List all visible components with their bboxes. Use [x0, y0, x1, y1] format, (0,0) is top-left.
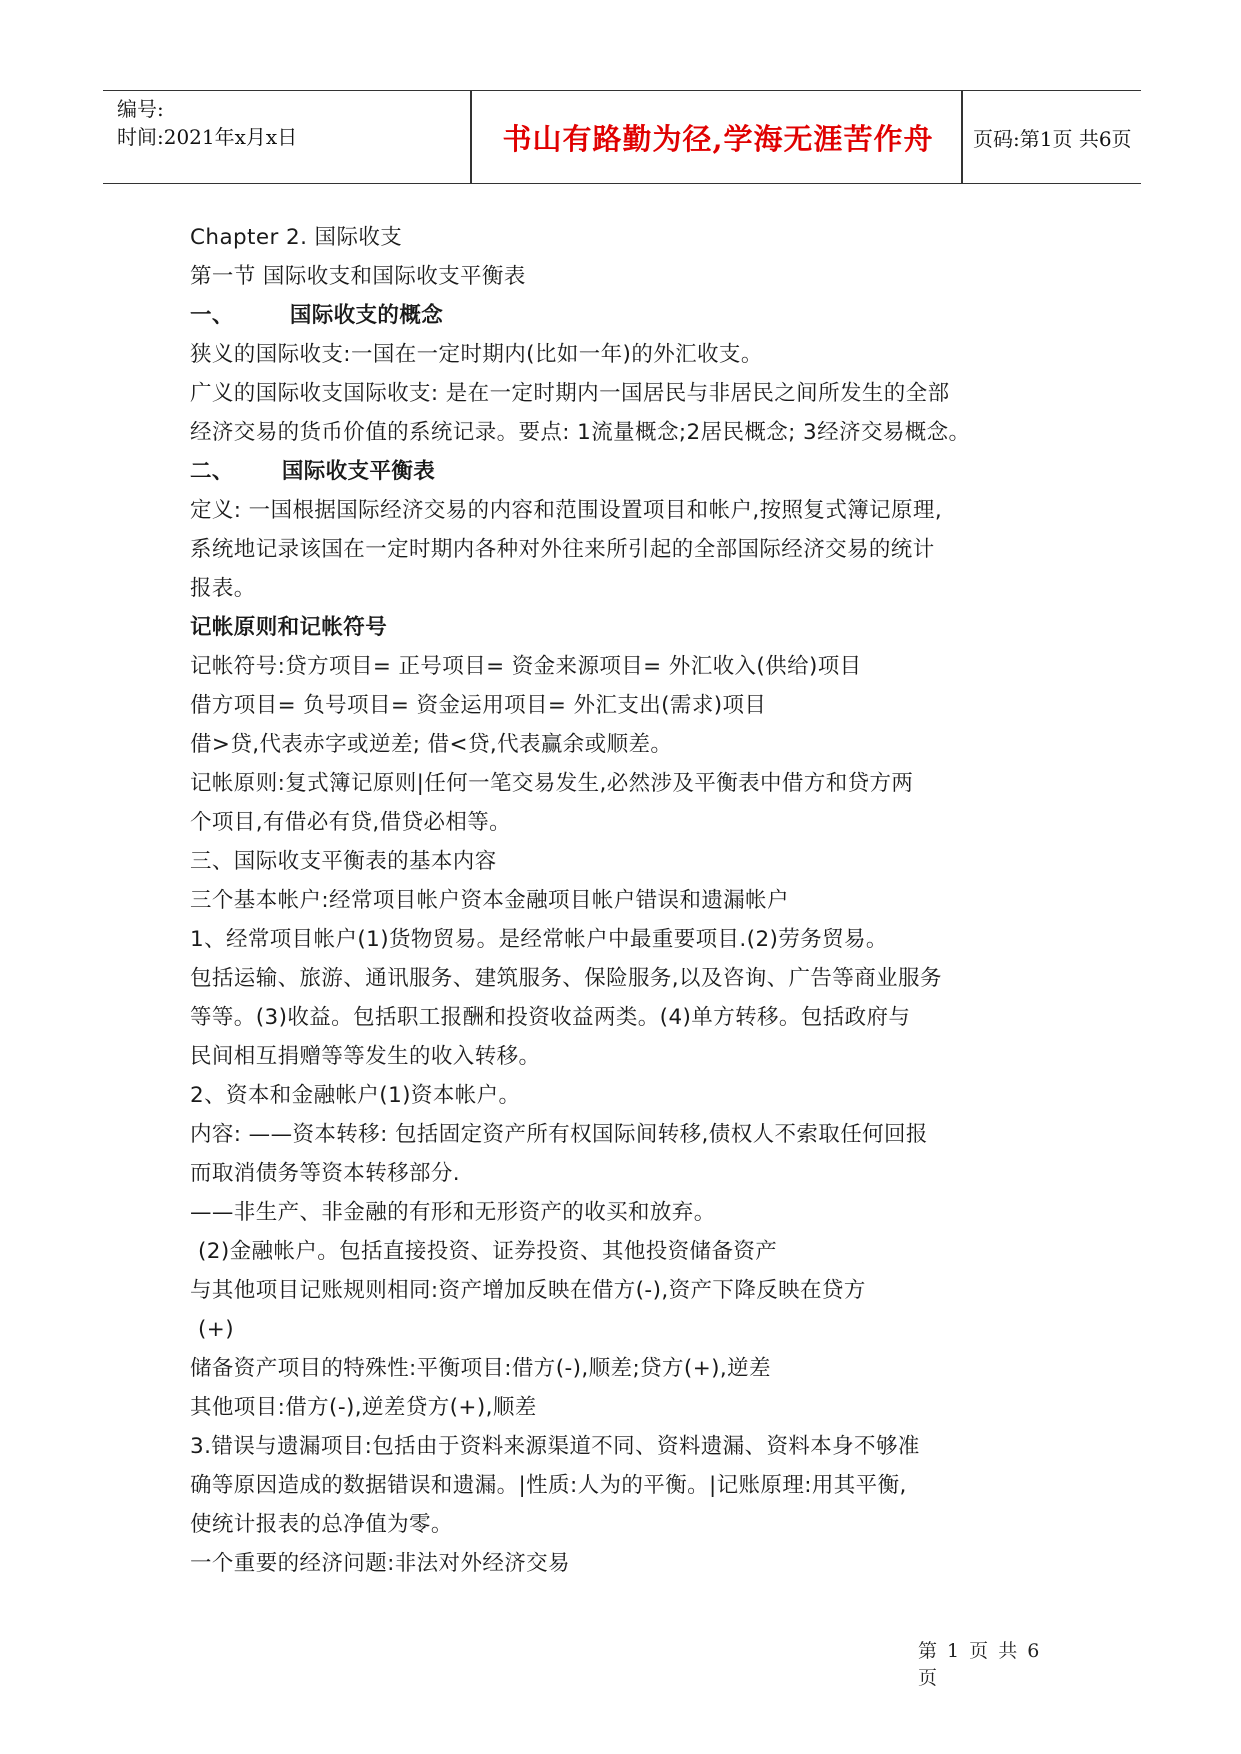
paragraph-line: 储备资产项目的特殊性:平衡项目:借方(-),顺差;贷方(+),逆差 [190, 1356, 771, 1381]
paragraph-line: ——非生产、非金融的有形和无形资产的收买和放弃。 [190, 1200, 716, 1225]
header-page-code: 页码:第1页 共6页 [973, 126, 1132, 151]
paragraph-line: 借方项目= 负号项目= 资金运用项目= 外汇支出(需求)项目 [190, 693, 767, 718]
paragraph-line: 包括运输、旅游、通讯服务、建筑服务、保险服务,以及咨询、广告等商业服务 [190, 966, 942, 991]
heading-1-text: 国际收支的概念 [289, 303, 444, 328]
paragraph-line: (+) [198, 1317, 234, 1342]
paragraph-line: 经济交易的货币价值的系统记录。要点: 1流量概念;2居民概念; 3经济交易概念。 [190, 420, 971, 445]
heading-2-text: 国际收支平衡表 [281, 459, 436, 484]
paragraph-line: 个项目,有借必有贷,借贷必相等。 [190, 810, 512, 835]
paragraph-line: 民间相互捐赠等等发生的收入转移。 [190, 1044, 541, 1069]
header-meta [117, 95, 467, 151]
paragraph-line: 报表。 [190, 576, 256, 601]
document-body [190, 218, 1075, 1583]
paragraph-line: 内容: ——资本转移: 包括固定资产所有权国际间转移,债权人不索取任何回报 [190, 1122, 928, 1147]
paragraph-line: 系统地记录该国在一定时期内各种对外往来所引起的全部国际经济交易的统计 [190, 537, 935, 562]
heading-2-marker: 二、 [190, 459, 234, 484]
paragraph-line: 记帐原则:复式簿记原则|任何一笔交易发生,必然涉及平衡表中借方和贷方两 [190, 771, 914, 796]
subheading: 记帐原则和记帐符号 [190, 615, 388, 640]
chapter-title: Chapter 2. 国际收支 [190, 225, 403, 250]
paragraph-line: 2、资本和金融帐户(1)资本帐户。 [190, 1083, 521, 1108]
paragraph-line: 1、经常项目帐户(1)货物贸易。是经常帐户中最重要项目.(2)劳务贸易。 [190, 927, 888, 952]
heading-1 [190, 296, 1075, 335]
paragraph-line: 狭义的国际收支:一国在一定时期内(比如一年)的外汇收支。 [190, 342, 763, 367]
header-divider-left [470, 91, 472, 183]
paragraph-line: 记帐符号:贷方项目= 正号项目= 资金来源项目= 外汇收入(供给)项目 [190, 654, 862, 679]
paragraph-line: 一个重要的经济问题:非法对外经济交易 [190, 1551, 570, 1576]
paragraph-line: 三个基本帐户:经常项目帐户资本金融项目帐户错误和遗漏帐户 [190, 888, 789, 913]
paragraph-line: (2)金融帐户。包括直接投资、证券投资、其他投资储备资产 [198, 1239, 778, 1264]
header-time-label: 时间:2021年x月x日 [117, 125, 298, 149]
paragraph-line: 定义: 一国根据国际经济交易的内容和范围设置项目和帐户,按照复式簿记原理, [190, 498, 943, 523]
paragraph-line: 等等。(3)收益。包括职工报酬和投资收益两类。(4)单方转移。包括政府与 [190, 1005, 911, 1030]
header-divider-right [961, 91, 963, 183]
heading-1-marker: 一、 [190, 303, 234, 328]
page-footer: 第 1 页 共 6 页 [918, 1640, 1042, 1689]
paragraph-line: 3.错误与遗漏项目:包括由于资料来源渠道不同、资料遗漏、资料本身不够准 [190, 1434, 920, 1459]
header-motto: 书山有路勤为径,学海无涯苦作舟 [502, 121, 934, 156]
header-number-label: 编号: [117, 97, 164, 121]
paragraph-line: 确等原因造成的数据错误和遗漏。|性质:人为的平衡。|记账原理:用其平衡, [190, 1473, 907, 1498]
section-title: 第一节 国际收支和国际收支平衡表 [190, 264, 526, 289]
paragraph-line: 使统计报表的总净值为零。 [190, 1512, 453, 1537]
paragraph-line: 与其他项目记账规则相同:资产增加反映在借方(-),资产下降反映在贷方 [190, 1278, 866, 1303]
paragraph-line: 其他项目:借方(-),逆差贷方(+),顺差 [190, 1395, 537, 1420]
paragraph-line: 借>贷,代表赤字或逆差; 借<贷,代表赢余或顺差。 [190, 732, 673, 757]
paragraph-line: 而取消债务等资本转移部分. [190, 1161, 461, 1186]
page-header [103, 90, 1141, 184]
paragraph-line: 广义的国际收支国际收支: 是在一定时期内一国居民与非居民之间所发生的全部 [190, 381, 950, 406]
paragraph-line: 三、国际收支平衡表的基本内容 [190, 849, 497, 874]
heading-2 [190, 452, 1075, 491]
